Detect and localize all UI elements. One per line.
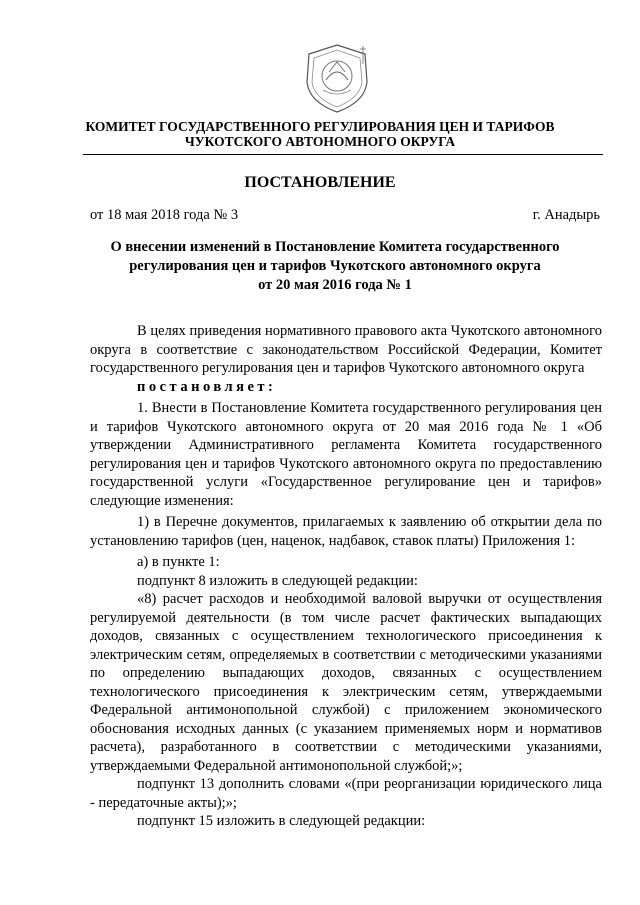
resolves-heading: постановляет: (137, 378, 277, 395)
header-divider (83, 154, 603, 155)
document-city: г. Анадырь (532, 207, 600, 223)
preamble-paragraph: В целях приведения нормативного правового акта Чукотского автономного округа в соответствие с законодательством Российской Федерации, Комитет государственного регулирования цен и тарифов Чукотского автономного округа (90, 323, 602, 376)
item-1-paragraph: 1. Внести в Постановление Комитета государственного регулирования цен и тарифов Чукотского автономного округа от 20 мая 2016 года № 1 «Об утверждении Административного регламента Комитета государственного регулирования цен и тарифов Чукотского автономного округа по предоставлению государственной услуги «Государственное регулирование цен и тарифов» следующие изменения: (90, 400, 602, 509)
title-line-2: регулирования цен и тарифов Чукотского автономного округа (129, 258, 541, 274)
subitem-15-paragraph: подпункт 15 изложить в следующей редакции: (137, 813, 426, 829)
item-a-paragraph: а) в пункте 1: (137, 554, 220, 570)
document-title (95, 238, 575, 295)
document-body (90, 322, 602, 831)
document-type: ПОСТАНОВЛЕНИЕ (244, 174, 396, 191)
organization-name-line-2: ЧУКОТСКОГО АВТОНОМНОГО ОКРУГА (184, 134, 456, 149)
document-date-number: от 18 мая 2018 года № 3 (90, 207, 239, 223)
subitem-8-intro: подпункт 8 изложить в следующей редакции: (137, 572, 418, 589)
subitem-8-text: «8) расчет расходов и необходимой валовой выручки от осуществления регулируемой деятельности (в том числе расчет фактических выпадающих доходов, связанных с осуществлением технологического присоединения к электрическим сетям, определяемых в соответствии с методическими указаниями по определению выпадающих доходов, связанных с осуществлением технологического присоединения к электрическим сетям, утверждаемыми Федеральной антимонопольной службой) с приложением экономического обоснования исходных данных (с указанием применяемых норм и нормативов расчета), разработанного в соответствии с методическими указаниями, утверждаемыми Федеральной антимонопольной службой;»; (90, 591, 602, 774)
organization-name-line-1: КОМИТЕТ ГОСУДАРСТВЕННОГО РЕГУЛИРОВАНИЯ ЦЕН И ТАРИФОВ (85, 119, 555, 134)
organization-header (0, 119, 640, 149)
item-1-1-paragraph: 1) в Перечне документов, прилагаемых к заявлению об открытии дела по установлению тарифов (цен, наценок, надбавок, ставок платы) Приложения 1: (90, 514, 602, 549)
title-line-1: О внесении изменений в Постановление Комитета государственного (110, 239, 560, 255)
subitem-13-paragraph: подпункт 13 дополнить словами «(при реорганизации юридического лица - передаточные акты);»; (90, 776, 602, 811)
coat-of-arms-emblem-icon (301, 42, 373, 114)
title-line-3: от 20 мая 2016 года № 1 (258, 277, 412, 293)
